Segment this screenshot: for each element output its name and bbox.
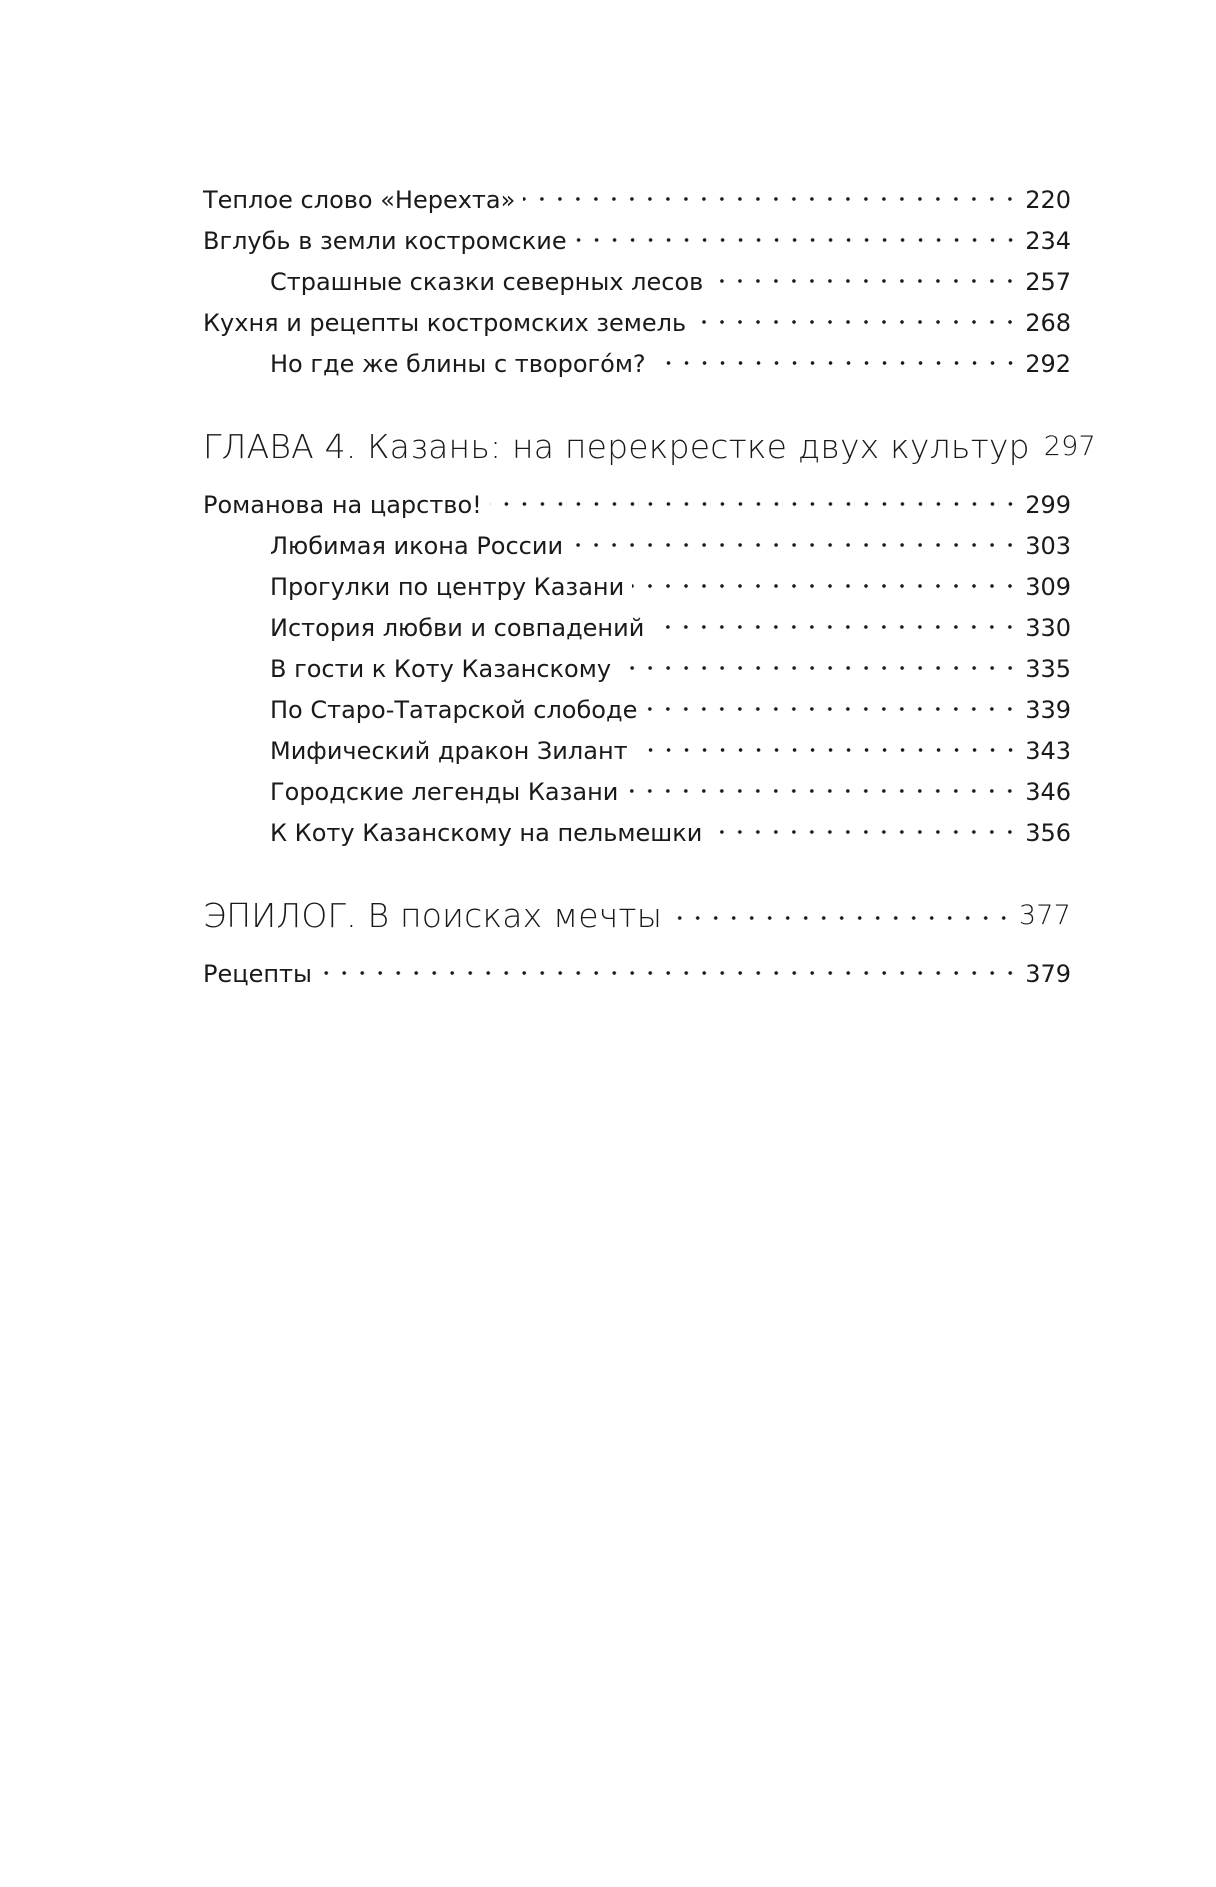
dot-leader	[320, 961, 1019, 985]
toc-entry	[203, 299, 1071, 340]
toc-entry-title: Любимая икона России	[270, 532, 564, 560]
toc-subentry	[203, 809, 1071, 850]
toc-entry-title: Романова на царство!	[203, 491, 482, 519]
toc-entry-page: 379	[1025, 960, 1071, 988]
toc-subentry	[203, 604, 1071, 645]
toc-chapter-title: ГЛАВА 4. Казань: на перекрестке двух культур	[203, 427, 1030, 466]
toc-entry-title: Но где же блины с творогóм?	[270, 350, 646, 378]
dot-leader	[523, 187, 1019, 211]
toc-chapter-page: 377	[1018, 900, 1071, 931]
toc-entry-page: 330	[1025, 614, 1071, 642]
dot-leader	[632, 574, 1019, 598]
toc-entry-page: 309	[1025, 573, 1071, 601]
toc-entry-title: Страшные сказки северных лесов	[270, 268, 704, 296]
toc-subentry	[203, 686, 1071, 727]
toc-entry-title: Вглубь в земли костромские	[203, 227, 567, 255]
toc-subentry	[203, 522, 1071, 563]
toc-entry-page: 234	[1025, 227, 1071, 255]
toc-entry-page: 268	[1025, 309, 1071, 337]
toc-chapter-heading	[203, 415, 1096, 471]
toc-entry	[203, 481, 1071, 522]
toc-entry-page: 343	[1025, 737, 1071, 765]
toc-entry-title: Теплое слово «Нерехта»	[203, 186, 516, 214]
toc-subentry	[203, 340, 1071, 381]
toc-entry-page: 335	[1025, 655, 1071, 683]
toc-entry-title: Кухня и рецепты костромских земель	[203, 309, 687, 337]
toc-entry-title: Городские легенды Казани	[270, 778, 619, 806]
toc-subentry	[203, 768, 1071, 809]
dot-leader	[652, 615, 1019, 639]
dot-leader	[490, 492, 1019, 516]
dot-leader	[626, 779, 1019, 803]
dot-leader	[710, 820, 1019, 844]
toc-entry-title: Прогулки по центру Казани	[270, 573, 625, 601]
toc-entry-page: 220	[1025, 186, 1071, 214]
dot-leader	[694, 310, 1019, 334]
toc-entry-page: 303	[1025, 532, 1071, 560]
toc-entry	[203, 176, 1071, 217]
toc-entry-page: 346	[1025, 778, 1071, 806]
toc-entry-page: 339	[1025, 696, 1071, 724]
dot-leader	[619, 656, 1019, 680]
toc-entry	[203, 950, 1071, 991]
toc-entry-page: 299	[1025, 491, 1071, 519]
toc-subentry	[203, 563, 1071, 604]
toc-subentry	[203, 727, 1071, 768]
toc-entry-title: История любви и совпадений	[270, 614, 645, 642]
toc-chapter-heading	[203, 884, 1071, 940]
toc-entry-title: В гости к Коту Казанскому	[270, 655, 612, 683]
toc-entry-title: Рецепты	[203, 960, 312, 988]
dot-leader	[645, 697, 1019, 721]
table-of-contents	[203, 176, 1096, 991]
toc-entry-title: К Коту Казанскому на пельмешки	[270, 819, 703, 847]
toc-entry-page: 292	[1025, 350, 1071, 378]
toc-subentry	[203, 258, 1071, 299]
toc-chapter-page: 297	[1043, 431, 1096, 462]
toc-entry-title: Мифический дракон Зилант	[270, 737, 628, 765]
toc-entry-page: 356	[1025, 819, 1071, 847]
toc-entry	[203, 217, 1071, 258]
dot-leader	[654, 351, 1020, 375]
dot-leader	[670, 906, 1013, 930]
toc-subentry	[203, 645, 1071, 686]
dot-leader	[571, 533, 1019, 557]
toc-entry-title: По Старо-Татарской слободе	[270, 696, 638, 724]
dot-leader	[575, 228, 1020, 252]
toc-chapter-title: ЭПИЛОГ. В поисках мечты	[203, 896, 663, 935]
dot-leader	[711, 269, 1019, 293]
toc-entry-page: 257	[1025, 268, 1071, 296]
dot-leader	[636, 738, 1020, 762]
